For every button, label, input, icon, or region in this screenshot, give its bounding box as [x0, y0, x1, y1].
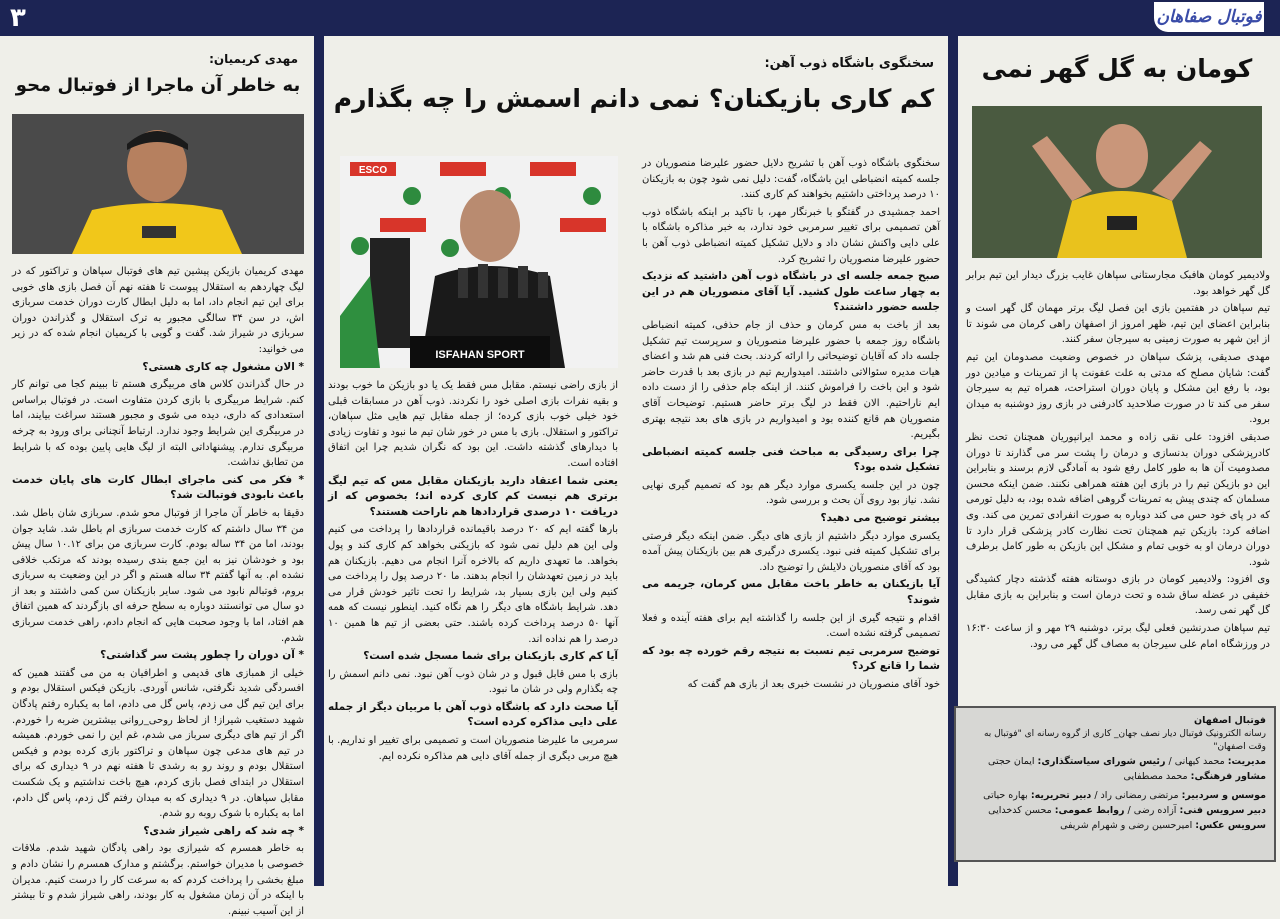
- paragraph: سرمربی ما علیرضا منصوریان است و تصمیمی برای تغییر او نداریم. با هیچ مربی دیگری از جمله آقای دایی هم مذاکره نکرده ایم.: [328, 735, 618, 762]
- paragraph: مهدی صدیقی، پزشک سپاهان در خصوص وضعیت مصدومان این تیم گفت: شایان مصلح که مدتی به علت عفونت پا از تمرینات و میادین دور بود، با رفع این مشکل و پایان دوران استراحت، همراه تیم به سیرجان سفر می کند تا در صورت صلاحدید کادرفنی در بازی روز دوشنبه به میدان برود.: [966, 351, 1270, 426]
- question: * چه شد که راهی شیراز شدی؟: [143, 824, 304, 837]
- kicker-zobahan: سخنگوی باشگاه ذوب آهن:: [764, 56, 934, 71]
- paragraph: دقیقا به خاطر آن ماجرا از فوتبال محو شدم. سربازی شان باطل شد. من ۳۴ سال داشتم که کارت خدمت سربازی ام باطل شد. شاید جوان بودند، اما من ۳۴ ساله بودم. کارت سربازی من برای ۱۰.۱۲ سال پیش بود و خودشان نیز به این جمع بندی رسیده بودند که مرتکب خلافی نشده ام. به آنها گفتم ۳۴ ساله هستم و اگر در این وضعیت به سربازی بروم، فوتبالم نابود می شود. سایر بازیکنان سن کمی داشتند و بعد از دو سال می توانستند دوباره به سطح حرفه ای بازگردند که همین اتفاق هم افتاد، اما با وجود صحبت هایی که انجام دادم، راهی خدمت سربازی شدم.: [12, 507, 304, 644]
- paragraph: احمد جمشیدی در گفتگو با خبرنگار مهر، با تاکید بر اینکه باشگاه ذوب آهن تصمیمی برای تغییر سرمربی خود ندارد، به خبر مذاکره باشگاه با علی دایی واکنش نشان داد و دلایل تشکیل کمیته انضباطی ذوب آهن با حضور علیرضا منصوریان را تشریح کرد.: [642, 206, 940, 265]
- photo-caption: ISFAHAN SPORT: [435, 349, 525, 361]
- paragraph: مهدی کریمیان بازیکن پیشین تیم های فوتبال سپاهان و تراکتور که در لیگ چهاردهم به استقلال پیوست تا هفته نهم آن فصل بازی های خوبی برای این تیم انجام داد، اما به دلیل ابطال کارت دوران خدمت سربازی اش، در سن ۳۴ سالگی مجبور به ترک استقلال و گذراندن دوران سربازی در شیراز شد. گفت و گویی با کریمیان انجام شده که در زیر می خوانید:: [12, 266, 304, 355]
- question: بیشتر توضیح می دهید؟: [820, 512, 940, 525]
- article-columns: [328, 156, 940, 766]
- credits-row: مدیریت: محمد کیهانی / رئیس شورای سیاستگذاری: ایمان حجتی: [988, 756, 1266, 767]
- question: یعنی شما اعتقاد دارید بازیکنان مقابل مس که تیم لیگ برتری هم نیست کم کاری کرده اند؛ بخصوص که از دریافت ۱۰ درصدی قراردادها هم ناراحت هستند؟: [328, 474, 618, 518]
- paragraph: سخنگوی باشگاه ذوب آهن با تشریح دلایل حضور علیرضا منصوریان در جلسه کمیته انضباطی این باشگاه، گفت: دلیل نمی شود چون به بازیکنان ۱۰ درصد پرداختی داشتیم بخواهند کم کاری کنند.: [642, 158, 940, 201]
- credits-publisher: فوتبال اصفهان: [1194, 715, 1266, 726]
- paragraph: اقدام و نتیجه گیری از این جلسه را گذاشته ایم برای هفته آینده و فعلا تصمیمی گرفته نشده است.: [642, 612, 940, 640]
- question: آیا کم کاری بازیکنان برای شما مسجل شده است؟: [363, 650, 618, 663]
- headline-karimian: به خاطر آن ماجرا از فوتبال محو: [15, 75, 301, 96]
- paragraph: وی افزود: ولادیمیر کومان در بازی دوستانه هفته گذشته دچار کشیدگی خفیفی در عضله ساق شده و تحت درمان است و بنابراین به بازی مقابل گل گهر نمی رسد.: [966, 574, 1270, 617]
- question: آیا صحت دارد که باشگاه ذوب آهن با مربیان دیگر از جمله علی دایی مذاکره کرده است؟: [328, 700, 618, 729]
- question: * آن دوران را چطور پشت سر گذاشتی؟: [100, 649, 304, 662]
- paragraph: بارها گفته ایم که ۲۰ درصد باقیمانده قراردادها را پرداخت می کنیم ولی این هم دلیل نمی شود که بازیکنی بخواهد کم کاری کند و پول بخواهد. ما تعهدی داریم که بالاخره آنرا انجام می دهیم. بازیکنان هم باید در زمین تعهدشان را انجام بدهند. ما ۲۰ درصد پول را پرداخت می کنیم ولی این بازی بسیار بد، شرایط را تحت تاثیر خودش قرار می دهد. شرایط باشگاه های دیگر را هم نگاه کنید. اینطور نیست که همه آنها ۵۰ درصد پرداخت کرده باشند. حتی بعضی از تیم ها همین ۱۰ درصد را هم نداده اند.: [328, 524, 618, 645]
- paragraph: به خاطر همسرم که شیرازی بود راهی پادگان شهید شدم. ملاقات خصوصی با مدیران خواستم. برگشتم و مدارک همسرم را نشان دادم و مبلغ بخشی را پرداخت کردم که به سرعت کار را درست کنیم. مدیران با اینکه در آن زمان مشغول به کار بودند، راهی شیراز شدم و تا بیشتر از این آسیب نبینم.: [12, 843, 304, 917]
- article-karimian: [8, 40, 308, 917]
- paragraph: بعد از باخت به مس کرمان و حذف از جام حذفی، کمیته انضباطی باشگاه روز جمعه با حضور علیرضا منصوریان و سرپرست تیم تشکیل جلسه داد که آقایان توضیحاتی را ارائه کردند. بحث فنی هم شد و اعضای هیات مدیره سئوالاتی داشتند. امیدواریم تیم در بازی بعد با قدرت حاضر شود و این باخت را فراموش کنند. از اینکه جام حذفی را از دست داده ایم ناراحتیم. الان فقط در لیگ برتر حاضر هستیم. توضیحات آقای منصوریان هم قانع کننده بود و امیدواریم در بازی های بعد نتیجه بهتری بگیریم.: [642, 319, 940, 441]
- photo-banner-text: ESCO: [358, 165, 388, 176]
- masthead-logo: فوتبال صفاهان: [1154, 2, 1264, 32]
- body-karimian: [8, 264, 308, 919]
- credits-row: مشاور فرهنگی: محمد مصطفایی: [1123, 771, 1266, 782]
- body-koman: [962, 268, 1272, 652]
- kicker-karimian: مهدی کریمیان:: [209, 52, 298, 66]
- question: * فکر می کنی ماجرای ابطال کارت های پایان خدمت باعث نابودی فوتبالت شد؟: [12, 473, 304, 502]
- article-koman: [962, 40, 1272, 700]
- credits-description: رسانه الکترونیک فوتبال دیار نصف جهان_ کاری از گروه رسانه ای "فوتبال به وقت اصفهان": [983, 729, 1266, 752]
- player-portrait-image: [12, 114, 304, 254]
- headline-zobahan: کم کاری بازیکنان؟ نمی دانم اسمش را چه بگذارم: [333, 84, 935, 113]
- paragraph: خود آقای منصوریان در نشست خبری بعد از بازی هم گفت که: [687, 679, 940, 690]
- headline-koman: کومان به گل گهر نمی: [981, 54, 1253, 83]
- photo-spokesman: [340, 156, 618, 368]
- article-zobahan: [328, 40, 940, 882]
- paragraph: چون در این جلسه یکسری موارد دیگر هم بود که تصمیم گیری نهایی نشد. نیاز بود روی آن بحث و بررسی شود.: [642, 479, 940, 507]
- column-separator: [314, 36, 324, 886]
- paragraph: تیم سپاهان صدرنشین فعلی لیگ برتر، دوشنبه ۲۹ مهر و از ساعت ۱۶:۳۰ در ورزشگاه امام علی سیرجان به مصاف گل گهر می رود.: [966, 623, 1270, 650]
- question: آیا بازیکنان به خاطر باخت مقابل مس کرمان، جریمه می شوند؟: [642, 578, 940, 607]
- credits-row: سرویس عکس: امیرحسین رضی و شهرام شریفی: [1060, 820, 1266, 831]
- paragraph: بازی با مس قابل قبول و در شان ذوب آهن نبود. نمی دانم اسمش را چه بگذارم ولی در شان ما نبود.: [328, 668, 618, 696]
- paragraph: از بازی راضی نیستم. مقابل مس فقط یک یا دو بازیکن ما خوب بودند و بقیه نفرات بازی اصلی خود را نکردند. ذوب آهن در مسابقات قبلی خود خیلی خوب بازی کرده؛ از جمله مقابل تیم هایی مثل سپاهان، تراکتور و استقلال. بازی با مس در خور شان تیم ما نبود و تفاوت زیادی با دیدارهای گذشته داشت. این بود که نگران شدیم چرا این اتفاق افتاده است.: [328, 380, 618, 469]
- credits-box: [954, 706, 1276, 862]
- paragraph: خیلی از همبازی های قدیمی و اطرافیان به من می گفتند همین که افسردگی شدید نگرفتی، شانس آوردی. بازیکن فیکس استقلال بودم و برای این تیم گل می زدم، پاس گل می دادم، اما به یکباره رفتم پادگان شهید دستغیب شیراز! از لحاظ روحی_روانی بیشترین ضربه را خوردم. اگر از تیم های دیگری سرباز می شدم، غم این را نمی خوردم. همیشه در تیم های مدعی چون سپاهان و تراکتور بازی کرده بودم و فیکس استقلال بودم و روند رو به رشدی تا هفته نهم در ۹ دیداری که برای استقلال در ابتدای فصل بازی کردم، هیچ باخت نداشتیم و یک شکست مقابل سپاهان. در ۹ دیداری که به میدان رفتم گل زدم، پاس گل دادم، اما به یکباره با شوک روبه رو شدم.: [12, 667, 305, 820]
- article-right-column: [642, 156, 940, 766]
- paragraph: در حال گذراندن کلاس های مربیگری هستم تا ببینم کجا می توانم کار کنم. شرایط مربیگری با بازی کردن متفاوت است. در فوتبال براساس استعدادی که داری، دیده می شوی و مجبور هستند سراغت بیایند، اما در مربیگری این شرایط وجود ندارد. ارتباط آنچنانی برای ورود به چرخه مربیگری ندارم. پیشنهاداتی البته از لیگ هایی پایین بوده که با شرایط من تطابق نداشت.: [12, 379, 304, 469]
- paragraph: ولادیمیر کومان هافبک مجارستانی سپاهان غایب بزرگ دیدار این تیم برابر گل گهر خواهد بود.: [966, 270, 1270, 297]
- credits-row: موسس و سردبیر: مرتضی رمضانی راد / دبیر تحریریه: بهاره حیاتی: [983, 790, 1266, 801]
- credits-row: دبیر سرویس فنی: آزاده رضی / روابط عمومی: محسن کدخدایی: [988, 805, 1266, 816]
- article-left-column: [328, 156, 618, 766]
- paragraph: یکسری موارد دیگر داشتیم از بازی های دیگر. ضمن اینکه دیگر فرصتی برای تشکیل کمیته فنی نبود. یکسری درگیری هم بین بازیکنان پیش آمده بود که آقای منصوریان دلایلش را توضیح داد.: [642, 530, 940, 573]
- question: چرا برای رسیدگی به مباحث فنی جلسه کمیته انضباطی تشکیل شده بود؟: [642, 445, 940, 474]
- question: توضیح سرمربی تیم نسبت به نتیجه رقم خورده چه بود که شما را قانع کرد؟: [642, 644, 940, 673]
- question: صبح جمعه جلسه ای در باشگاه ذوب آهن داشتید که نزدیک به چهار ساعت طول کشید. آیا آقای منصوریان هم در این جلسه حضور داشتند؟: [642, 270, 940, 314]
- paragraph: صدیقی افزود: علی نقی زاده و محمد ایرانپوریان همچنان تحت نظر کادرپزشکی دوران بدنسازی و درمان را پشت سر می گذارند تا دوران مصدومیت آن ها به طور کامل رفع شود به آمادگی لازم برسند و بنابراین این دو بازیکن تیم را در بازی این هفته همراهی نکنند. ضمن اینکه محسن مسلمان که چندی پیش به تمرینات گروهی اضافه شده بود، به دلیل تورمی که در پای خود حس می کند دوباره به صورت انفرادی تمرین می کند. وی اضافه کرد: بازیکن تیم همچنان تحت نظارت کادر پزشکی قرار دارد تا دوران درمان او به خوبی تمام و مشکل این بازیکن به طور کامل برطرف شود.: [966, 431, 1270, 568]
- photo-koman: [972, 106, 1262, 258]
- press-conference-image: [340, 156, 618, 368]
- paragraph: تیم سپاهان در هفتمین بازی این فصل لیگ برتر مهمان گل گهر است و بنابراین اعضای این تیم، ظهر امروز از اصفهان راهی کرمان می شوند تا از این شهر به صورت زمینی به سیرجان سفر کنند.: [966, 303, 1270, 346]
- player-celebration-image: [972, 106, 1262, 258]
- photo-karimian: [12, 114, 304, 254]
- top-bar: [0, 0, 1280, 36]
- page-number: ۳: [10, 3, 26, 33]
- question: * الان مشغول چه کاری هستی؟: [142, 360, 304, 373]
